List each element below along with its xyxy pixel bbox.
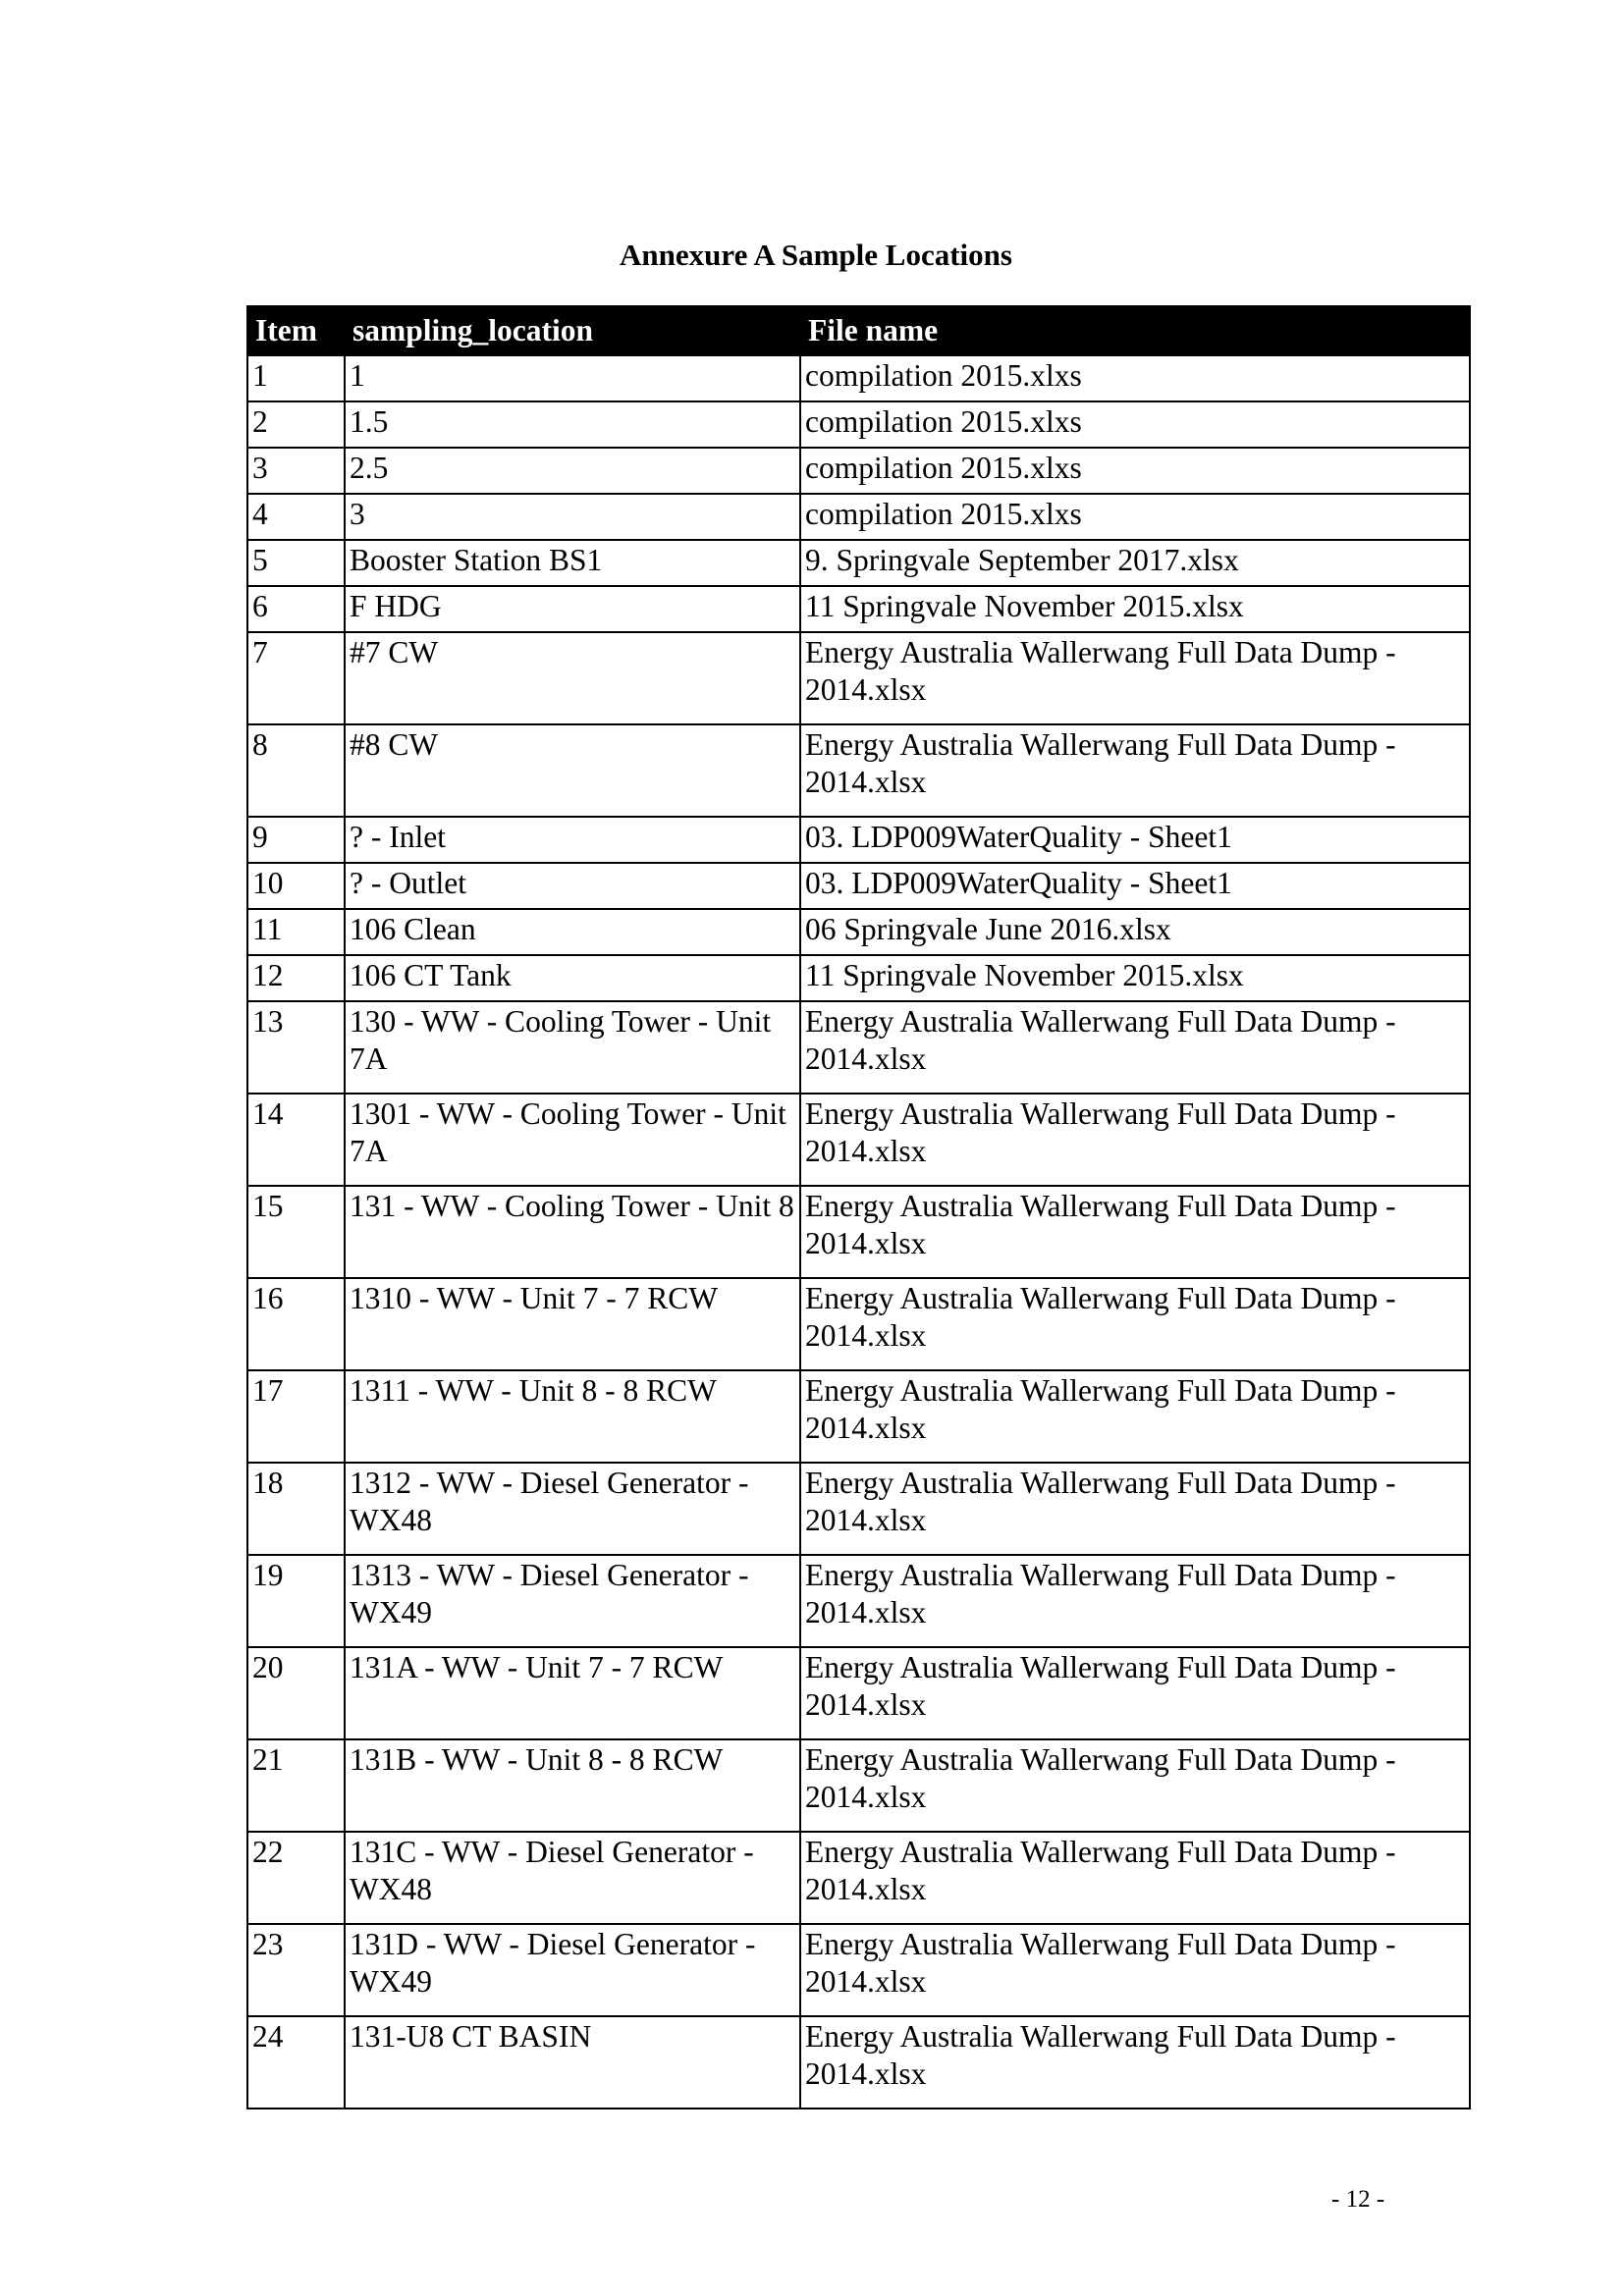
file-name-cell: compilation 2015.xlxs — [800, 355, 1470, 401]
table-header-row — [247, 306, 1470, 355]
item-cell: 10 — [247, 863, 345, 909]
file-name-cell: compilation 2015.xlxs — [800, 494, 1470, 540]
table-row — [247, 1370, 1470, 1463]
file-name-cell: Energy Australia Wallerwang Full Data Dump - 2014.xlsx — [800, 2016, 1470, 2109]
file-name-cell: Energy Australia Wallerwang Full Data Dump - 2014.xlsx — [800, 1001, 1470, 1094]
location-cell: 1312 - WW - Diesel Generator - WX48 — [345, 1463, 800, 1555]
location-cell: 106 Clean — [345, 909, 800, 955]
column-header-sampling-location: sampling_location — [345, 306, 800, 355]
item-cell: 6 — [247, 586, 345, 632]
location-cell: 1313 - WW - Diesel Generator - WX49 — [345, 1555, 800, 1647]
location-cell: F HDG — [345, 586, 800, 632]
item-cell: 19 — [247, 1555, 345, 1647]
table-row — [247, 1094, 1470, 1186]
column-header-item: Item — [247, 306, 345, 355]
location-cell: #8 CW — [345, 724, 800, 817]
file-name-cell: Energy Australia Wallerwang Full Data Dump - 2014.xlsx — [800, 1555, 1470, 1647]
table-row — [247, 448, 1470, 494]
table-row — [247, 955, 1470, 1001]
location-cell: 130 - WW - Cooling Tower - Unit 7A — [345, 1001, 800, 1094]
location-cell: 2.5 — [345, 448, 800, 494]
item-cell: 22 — [247, 1832, 345, 1924]
table-row — [247, 494, 1470, 540]
location-cell: 131-U8 CT BASIN — [345, 2016, 800, 2109]
item-cell: 13 — [247, 1001, 345, 1094]
file-name-cell: 03. LDP009WaterQuality - Sheet1 — [800, 817, 1470, 863]
location-cell: 1310 - WW - Unit 7 - 7 RCW — [345, 1278, 800, 1370]
table-row — [247, 1278, 1470, 1370]
item-cell: 21 — [247, 1739, 345, 1832]
location-cell: 106 CT Tank — [345, 955, 800, 1001]
file-name-cell: Energy Australia Wallerwang Full Data Dump - 2014.xlsx — [800, 632, 1470, 724]
table-row — [247, 1924, 1470, 2016]
item-cell: 12 — [247, 955, 345, 1001]
location-cell: 131C - WW - Diesel Generator - WX48 — [345, 1832, 800, 1924]
location-cell: 131D - WW - Diesel Generator - WX49 — [345, 1924, 800, 2016]
file-name-cell: 11 Springvale November 2015.xlsx — [800, 955, 1470, 1001]
sample-locations-table — [246, 305, 1471, 2109]
table-row — [247, 817, 1470, 863]
table-row — [247, 1555, 1470, 1647]
file-name-cell: Energy Australia Wallerwang Full Data Dump - 2014.xlsx — [800, 1278, 1470, 1370]
table-row — [247, 1647, 1470, 1739]
file-name-cell: Energy Australia Wallerwang Full Data Dump - 2014.xlsx — [800, 1463, 1470, 1555]
item-cell: 15 — [247, 1186, 345, 1278]
file-name-cell: Energy Australia Wallerwang Full Data Dump - 2014.xlsx — [800, 1739, 1470, 1832]
location-cell: #7 CW — [345, 632, 800, 724]
item-cell: 4 — [247, 494, 345, 540]
table-row — [247, 355, 1470, 401]
item-cell: 8 — [247, 724, 345, 817]
file-name-cell: Energy Australia Wallerwang Full Data Dump - 2014.xlsx — [800, 1924, 1470, 2016]
file-name-cell: compilation 2015.xlxs — [800, 448, 1470, 494]
file-name-cell: Energy Australia Wallerwang Full Data Dump - 2014.xlsx — [800, 1647, 1470, 1739]
item-cell: 9 — [247, 817, 345, 863]
file-name-cell: compilation 2015.xlxs — [800, 401, 1470, 448]
item-cell: 18 — [247, 1463, 345, 1555]
table-row — [247, 1739, 1470, 1832]
item-cell: 23 — [247, 1924, 345, 2016]
file-name-cell: Energy Australia Wallerwang Full Data Dump - 2014.xlsx — [800, 1186, 1470, 1278]
table-row — [247, 1832, 1470, 1924]
item-cell: 2 — [247, 401, 345, 448]
item-cell: 3 — [247, 448, 345, 494]
item-cell: 17 — [247, 1370, 345, 1463]
table-row — [247, 724, 1470, 817]
item-cell: 24 — [247, 2016, 345, 2109]
file-name-cell: 11 Springvale November 2015.xlsx — [800, 586, 1470, 632]
item-cell: 7 — [247, 632, 345, 724]
table-row — [247, 401, 1470, 448]
file-name-cell: 06 Springvale June 2016.xlsx — [800, 909, 1470, 955]
item-cell: 14 — [247, 1094, 345, 1186]
file-name-cell: Energy Australia Wallerwang Full Data Dump - 2014.xlsx — [800, 724, 1470, 817]
table-row — [247, 632, 1470, 724]
location-cell: 1311 - WW - Unit 8 - 8 RCW — [345, 1370, 800, 1463]
table-row — [247, 540, 1470, 586]
item-cell: 1 — [247, 355, 345, 401]
file-name-cell: Energy Australia Wallerwang Full Data Dump - 2014.xlsx — [800, 1370, 1470, 1463]
column-header-file-name: File name — [800, 306, 1470, 355]
table-row — [247, 1186, 1470, 1278]
file-name-cell: Energy Australia Wallerwang Full Data Dump - 2014.xlsx — [800, 1832, 1470, 1924]
location-cell: 1.5 — [345, 401, 800, 448]
item-cell: 20 — [247, 1647, 345, 1739]
table-row — [247, 863, 1470, 909]
location-cell: ? - Outlet — [345, 863, 800, 909]
item-cell: 11 — [247, 909, 345, 955]
file-name-cell: 9. Springvale September 2017.xlsx — [800, 540, 1470, 586]
table-row — [247, 1001, 1470, 1094]
location-cell: 131 - WW - Cooling Tower - Unit 8 — [345, 1186, 800, 1278]
file-name-cell: 03. LDP009WaterQuality - Sheet1 — [800, 863, 1470, 909]
item-cell: 16 — [247, 1278, 345, 1370]
page-number: - 12 - — [1331, 2186, 1385, 2213]
table-row — [247, 2016, 1470, 2109]
item-cell: 5 — [247, 540, 345, 586]
table-row — [247, 1463, 1470, 1555]
table-row — [247, 586, 1470, 632]
table-row — [247, 909, 1470, 955]
location-cell: 1 — [345, 355, 800, 401]
location-cell: 131B - WW - Unit 8 - 8 RCW — [345, 1739, 800, 1832]
location-cell: 131A - WW - Unit 7 - 7 RCW — [345, 1647, 800, 1739]
page-title: Annexure A Sample Locations — [620, 238, 1012, 272]
file-name-cell: Energy Australia Wallerwang Full Data Dump - 2014.xlsx — [800, 1094, 1470, 1186]
location-cell: 3 — [345, 494, 800, 540]
location-cell: 1301 - WW - Cooling Tower - Unit 7A — [345, 1094, 800, 1186]
location-cell: Booster Station BS1 — [345, 540, 800, 586]
location-cell: ? - Inlet — [345, 817, 800, 863]
